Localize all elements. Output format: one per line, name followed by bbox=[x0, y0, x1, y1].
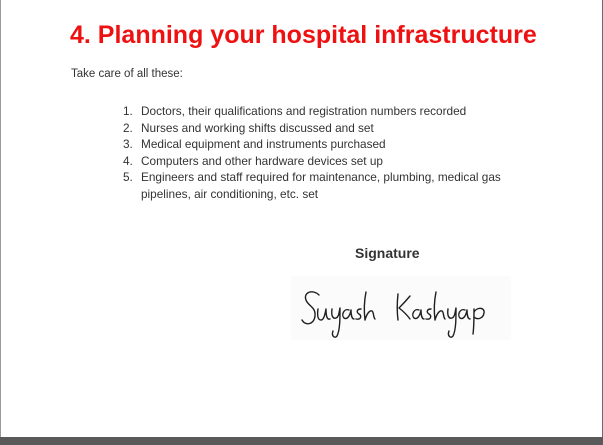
list-item-number: 1. bbox=[123, 104, 133, 118]
list-item-text: Engineers and staff required for maintenance, plumbing, medical gas pipelines, air conditioning, etc. set bbox=[141, 170, 501, 201]
signature-drawing bbox=[291, 276, 511, 340]
list-item bbox=[123, 169, 523, 202]
list-item bbox=[123, 136, 523, 153]
list-item-number: 2. bbox=[123, 120, 133, 135]
intro-text: Take care of all these: bbox=[71, 68, 183, 80]
list-item-number: 5. bbox=[123, 170, 133, 185]
list-item-text: Computers and other hardware devices set up bbox=[141, 153, 383, 168]
list-item bbox=[123, 120, 523, 137]
list-item bbox=[123, 153, 523, 170]
list-item-number: 4. bbox=[123, 153, 133, 168]
signature-label: Signature bbox=[355, 245, 420, 261]
handwritten-signature bbox=[291, 276, 511, 340]
viewer-bottom-bar bbox=[0, 437, 603, 445]
list-item-number: 3. bbox=[123, 137, 133, 152]
list-item-text: Doctors, their qualifications and registration numbers recorded bbox=[141, 104, 467, 118]
list-item-text: Medical equipment and instruments purchased bbox=[141, 137, 386, 152]
checklist bbox=[123, 103, 523, 203]
list-item-text: Nurses and working shifts discussed and set bbox=[141, 120, 374, 135]
page-title: 4. Planning your hospital infrastructure bbox=[70, 21, 537, 49]
list-item bbox=[123, 103, 523, 120]
